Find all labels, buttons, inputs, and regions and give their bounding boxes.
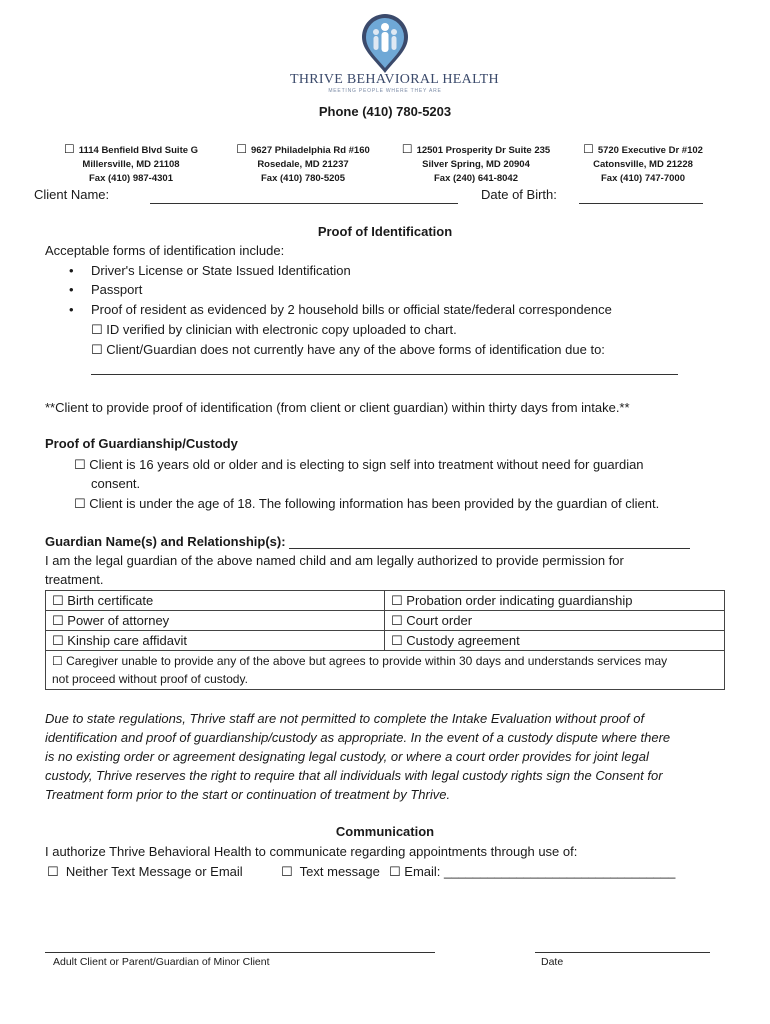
phone-number: Phone (410) 780-5203 [318,104,452,119]
client-signature-label: Adult Client or Parent/Guardian of Minor Client [53,956,270,968]
office-catonsville: ☐ 5720 Executive Dr #102 Catonsville, MD 21228 Fax (410) 747-7000 [583,142,703,184]
office-millersville: ☐ 1114 Benfield Blvd Suite G Millersville, MD 21108 Fax (410) 987-4301 [63,142,199,184]
communication-title: Communication [335,824,435,839]
caregiver-unable-checkbox[interactable]: ☐ Caregiver unable to provide any of the above but agrees to provide within 30 days and understands services may not proceed without proof of custody. [46,651,725,690]
proof-id-note: **Client to provide proof of identification (from client or client guardian) within thirty days from intake.** [45,400,630,415]
date-signature-field[interactable] [535,952,710,953]
communication-statement: I authorize Thrive Behavioral Health to communicate regarding appointments through use of: [45,844,578,859]
guardianship-title: Proof of Guardianship/Custody [45,436,238,451]
office-silver-spring: ☐ 12501 Prosperity Dr Suite 235 Silver Spring, MD 20904 Fax (240) 641-8042 [401,142,551,184]
logo-title: THRIVE BEHAVIORAL HEALTH [290,72,499,87]
regulation-line-5: Treatment form prior to the start or continuation of treatment by Thrive. [45,787,451,802]
bullet-proof-resident: • Proof of resident as evidenced by 2 household bills or official state/federal correspondence [91,300,612,320]
custody-agreement-checkbox[interactable]: ☐ Custody agreement [385,631,725,651]
power-of-attorney-checkbox[interactable]: ☐ Power of attorney [46,611,385,631]
logo-tagline: MEETING PEOPLE WHERE THEY ARE [328,88,442,94]
office-checkbox[interactable]: ☐ [63,142,75,156]
under-18-checkbox[interactable]: ☐ Client is under the age of 18. The following information has been provided by the guardian of client. [74,496,660,511]
bullet-passport: • Passport [91,280,142,300]
date-signature-label: Date [541,956,564,968]
id-verified-checkbox[interactable]: ☐ ID verified by clinician with electronic copy uploaded to chart. [91,322,457,337]
bullet-drivers-license: • Driver's License or State Issued Identification [91,261,351,281]
regulation-line-2: identification and proof of guardianship/custody as appropriate. In the event of a custody dispute where there [45,730,671,745]
kinship-affidavit-checkbox[interactable]: ☐ Kinship care affidavit [46,631,385,651]
regulation-line-3: is no existing order or agreement designating legal custody, or where a court order provides for joint legal [45,749,649,764]
proof-id-intro: Acceptable forms of identification include: [45,243,285,258]
guardianship-documents-table [45,590,725,690]
no-id-checkbox[interactable]: ☐ Client/Guardian does not currently have any of the above forms of identification due to: [91,342,605,357]
dob-label: Date of Birth: [481,187,557,202]
court-order-checkbox[interactable]: ☐ Court order [385,611,725,631]
regulation-line-4: custody, Thrive reserves the right to require that all individuals with legal custody rights sign the Consent for [45,768,663,783]
office-rosedale: ☐ 9627 Philadelphia Rd #160 Rosedale, MD 21237 Fax (410) 780-5205 [236,142,370,184]
guardian-statement-line2: treatment. [45,572,104,587]
client-name-label: Client Name: [34,187,110,202]
guardian-statement-line1: I am the legal guardian of the above named child and am legally authorized to provide permission for [45,553,624,568]
neither-text-email-checkbox[interactable]: ☐ Neither Text Message or Email [47,864,243,879]
no-id-reason-field[interactable] [91,374,678,375]
office-checkbox[interactable]: ☐ [236,142,247,156]
table-row [46,631,725,651]
regulation-line-1: Due to state regulations, Thrive staff are not permitted to complete the Intake Evaluation without proof of [45,711,645,726]
table-row [46,591,725,611]
guardian-names-label: Guardian Name(s) and Relationship(s): [45,534,286,549]
self-consent-checkbox[interactable]: ☐ Client is 16 years old or older and is electing to sign self into treatment without need for guardian [74,457,644,472]
email-checkbox[interactable]: ☐ Email: ________________________________ [389,864,676,879]
client-name-field[interactable] [150,203,458,204]
birth-certificate-checkbox[interactable]: ☐ Birth certificate [46,591,385,611]
logo [358,12,412,74]
client-signature-field[interactable] [45,952,435,953]
office-checkbox[interactable]: ☐ [583,142,594,156]
table-row [46,611,725,631]
probation-order-checkbox[interactable]: ☐ Probation order indicating guardianship [385,591,725,611]
proof-id-title: Proof of Identification [317,224,453,239]
office-checkbox[interactable]: ☐ [401,142,413,156]
self-consent-continued: consent. [91,476,141,491]
text-message-checkbox[interactable]: ☐ Text message [281,864,380,879]
guardian-names-field[interactable] [289,548,690,549]
table-row [46,651,725,690]
dob-field[interactable] [579,203,703,204]
